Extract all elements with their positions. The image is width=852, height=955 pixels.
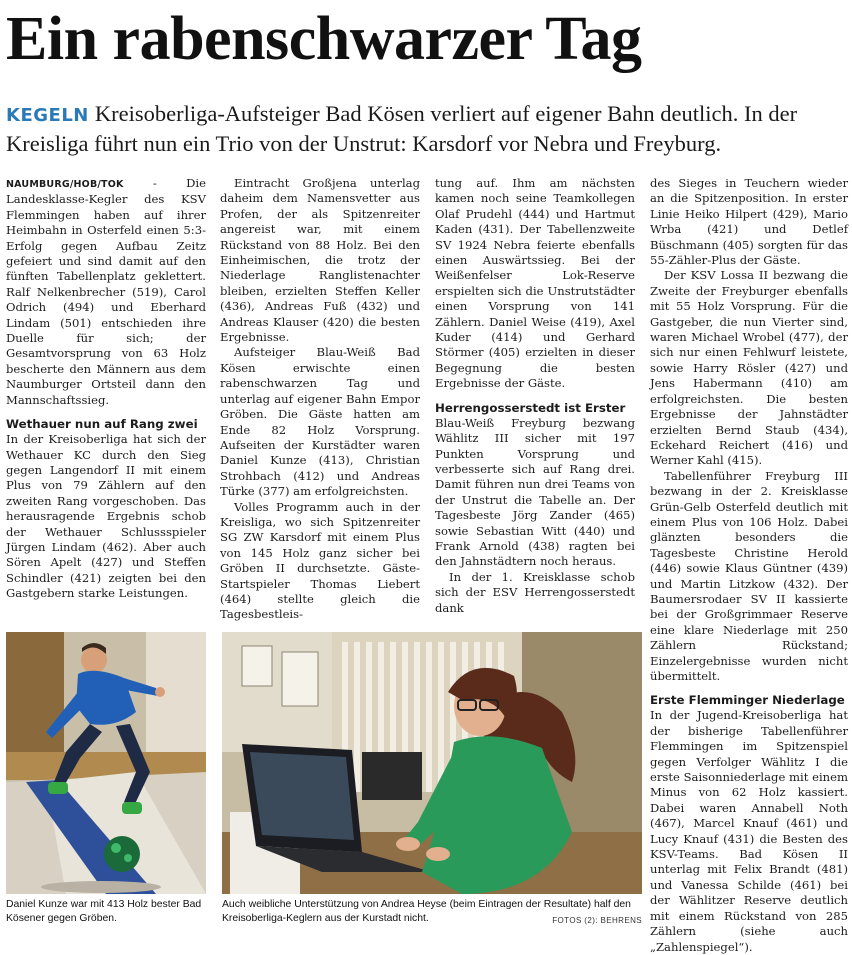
headline: Ein rabenschwarzer Tag xyxy=(6,5,642,73)
paragraph: In der Kreisoberliga hat sich der Wethauer KC durch den Sieg gegen Langendorf II mit einem Plus von 79 Zählern auf den zweiten Rang vorgeschoben. Das herausragende Ergebnis schob der Wethauer Schlussspieler Jürgen Lindam (462). Aber auch Sören Apelt (427) und Steffen Schindler (421) zeigten bei den Gastgebern starke Leistungen. xyxy=(6,432,206,601)
paragraph: Volles Programm auch in der Kreisliga, wo sich Spitzenreiter SG ZW Karsdorf mit einem Plus von 145 Holz ganz sicher bei Gröben II durchsetzte. Gäste-Startspieler Thomas Liebert (464) stellte gleich die Tagesbestleis- xyxy=(220,499,420,622)
subhead-text: Kreisoberliga-Aufsteiger Bad Kösen verliert auf eigener Bahn deutlich. In der Kreisliga führt nun ein Trio von der Unstrut: Karsdorf vor Nebra und Freyburg. xyxy=(6,101,798,156)
paragraph: Der KSV Lossa II bezwang die Zweite der Freyburger ebenfalls mit 55 Holz Vorsprung. Für die Gastgeber, die nun Vierter sind, waren Michael Wrobel (477), der sich nur einen Fehlwurf leistete, sowie Harry Rösler (427) und Jens Habermann (410) am erfolgreichsten. Die besten Ergebnisse der Jahnstädter erzielten Bernd Staub (434), Eckehard Reichert (416) und Werner Kahl (415). xyxy=(650,268,848,468)
article-column-4 xyxy=(650,176,848,955)
paragraph: tung auf. Ihm am nächsten kamen noch seine Teamkollegen Olaf Prudehl (444) und Hartmut Kaden (431). Der Tabellenzweite SV 1924 Nebra feierte ebenfalls einen Auswärtssieg. Bei der Weißenfelser Lok-Reserve erspielten sich die Unstrutstädter einen Vorsprung von 141 Zählern. Daniel Weise (419), Axel Kuder (414) und Gerhard Störmer (405) erzielten in dieser Begegnung die besten Ergebnisse der Gäste. xyxy=(435,176,635,391)
photo-bowler xyxy=(6,632,206,894)
paragraph: Tabellenführer Freyburg III bezwang in der 2. Kreisklasse Grün-Gelb Osterfeld deutlich mit einem Plus von 106 Holz. Dabei glänzten besonders die Tagesbeste Christine Herold (446) sowie Klaus Güntner (439) und Martin Litzkow (432). Der Baumersrodaer SV II kassierte bei der Großgrimmaer Reserve eine klare Niederlage mit 250 Zählern Rückstand; Einzelergebnisse wurden nicht übermittelt. xyxy=(650,468,848,683)
paragraph: Eintracht Großjena unterlag daheim dem Namensvetter aus Profen, der als Spitzenreiter angereist war, mit einem Rückstand von 88 Holz. Bei den Einheimischen, die trotz der Niederlage Ranglistenachter bleiben, erzielten Steffen Keller (436), Andreas Fuß (432) und Andreas Klauser (420) die besten Ergebnisse. xyxy=(220,176,420,345)
photo-credit: FOTOS (2): BEHRENS xyxy=(552,915,642,925)
photo-laptop-woman xyxy=(222,632,642,894)
paragraph: In der 1. Kreisklasse schob sich der ESV Herrengosserstedt dank xyxy=(435,569,635,615)
article-column-3 xyxy=(435,176,635,616)
paragraph xyxy=(6,176,206,408)
kicker-label: KEGELN xyxy=(6,105,89,126)
paragraph: des Sieges in Teuchern wieder an die Spitzenposition. In erster Linie Heiko Hilpert (429), Mario Wrba (421) und Detlef Büschmann (405) sorgten für das 55-Zähler-Plus der Gäste. xyxy=(650,176,848,268)
laptop-woman-illustration xyxy=(222,632,642,894)
subheading-wethau: Wethauer nun auf Rang zwei xyxy=(6,417,198,432)
article-column-2 xyxy=(220,176,420,623)
paragraph: In der Jugend-Kreisoberliga hat der bisherige Tabellenführer Flemmingen im Spitzenspiel gegen Verfolger Wählitz I die erste Saisonniederlage mit einem Minus von 62 Holz kassiert. Dabei waren Annabell Noth (467), Marcel Knauf (461) und Lucy Knauf (431) die Besten des KSV-Teams. Bad Kösen II unterlag mit Felix Brandt (481) und Vanessa Schilde (461) bei der Wählitzer Reserve deutlich mit einem Rückstand von 285 Zählern (siehe auch „Zahlenspiegel“). xyxy=(650,708,848,954)
subheading-herrengosserstedt: Herrengosserstedt ist Erster xyxy=(435,400,626,415)
paragraph: Blau-Weiß Freyburg bezwang Wählitz III sicher mit 197 Punkten Vorsprung und verbesserte sich auf Rang drei. Damit führen nun drei Teams von der Unstrut die Tabelle an. Der Tagesbeste Jörg Zander (465) sowie Sebastian Witt (440) und Frank Arnold (438) ragten bei den Jahnstädtern noch heraus. xyxy=(435,415,635,569)
photo-caption-laptop xyxy=(222,898,642,927)
subheading-flemmingen: Erste Flemminger Niederlage xyxy=(650,693,845,708)
photo-caption-bowler: Daniel Kunze war mit 413 Holz bester Bad Kösener gegen Gröben. xyxy=(6,899,202,924)
subheadline xyxy=(6,100,846,158)
article-column-1 xyxy=(6,176,206,602)
paragraph: Aufsteiger Blau-Weiß Bad Kösen erwischte einen rabenschwarzen Tag und unterlag auf eigener Bahn Empor Gröben. Die Gäste hatten am Ende 82 Holz Vorsprung. Aufseiten der Kurstädter waren Daniel Kunze (413), Christian Strohbach (412) und Andreas Türke (377) am erfolgreichsten. xyxy=(220,345,420,499)
caption-text: Auch weibliche Unterstützung von Andrea Heyse (beim Eintragen der Resultate) half den Kreisoberliga-Keglern aus der Kurstadt nicht. xyxy=(222,899,631,924)
bowler-illustration xyxy=(6,632,206,894)
paragraph-text: - Die Landesklasse-Kegler des KSV Flemmingen haben auf ihrer Heimbahn in Osterfeld einen 5:3-Erfolg gegen Aufbau Zeitz gefeiert und sind damit auf den fünften Tabellenplatz geklettert. Ralf Nelkenbrecher (519), Carol Odrich (494) und Eberhard Lindam (501) entschieden ihre Duelle für sich; der Gesamtvorsprung von 63 Holz bescherte den Männern aus dem Naumburger Ortsteil dann den Mannschaftssieg. xyxy=(6,176,206,407)
dateline: NAUMBURG/HOB/TOK xyxy=(6,179,124,190)
